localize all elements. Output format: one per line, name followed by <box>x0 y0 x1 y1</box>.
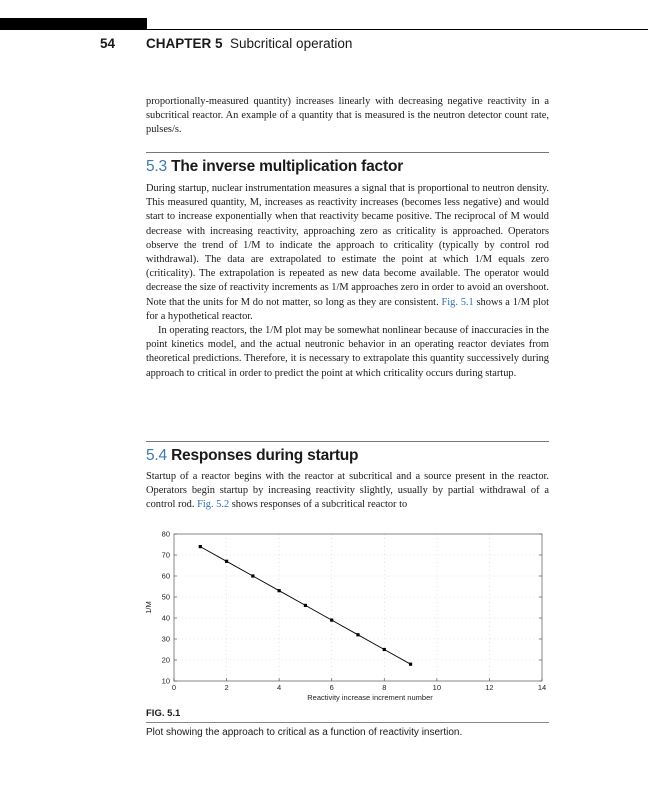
data-point <box>383 648 386 651</box>
y-tick-label: 30 <box>161 634 170 644</box>
chapter-title: Subcritical operation <box>230 36 353 51</box>
x-tick-label: 6 <box>329 683 334 692</box>
x-tick-label: 12 <box>485 683 494 692</box>
plot-frame <box>174 534 542 681</box>
figure-rule <box>146 722 549 723</box>
y-tick-label: 70 <box>161 550 170 560</box>
data-point <box>304 604 307 607</box>
section-5-4-body <box>146 470 549 513</box>
page-number: 54 <box>100 36 116 51</box>
y-tick-label: 10 <box>161 676 170 686</box>
x-tick-label: 14 <box>537 683 547 692</box>
y-tick-label: 60 <box>161 571 170 581</box>
figure-label: FIG. 5.1 <box>146 708 181 719</box>
section-title: The inverse multiplication factor <box>171 158 404 175</box>
intro-paragraph: proportionally-measured quantity) increases linearly with decreasing negative reactivity in a subcritical reactor. An example of a quantity that is measured is the neutron detector count rate, pulses/s. <box>146 96 549 136</box>
top-rule <box>147 29 648 30</box>
figure-link[interactable]: Fig. 5.2 <box>197 499 230 511</box>
section-number: 5.4 <box>146 447 167 464</box>
x-axis-label: Reactivity increase increment number <box>307 693 433 702</box>
section-number: 5.3 <box>146 158 167 175</box>
x-tick-label: 2 <box>224 683 229 692</box>
data-point <box>330 619 333 622</box>
data-point <box>199 545 202 548</box>
y-tick-label: 50 <box>161 592 170 602</box>
section-rule <box>146 152 549 153</box>
chapter-label: CHAPTER 5 <box>146 36 223 51</box>
data-point <box>251 574 254 577</box>
section-rule <box>146 441 549 442</box>
x-tick-label: 0 <box>171 683 177 692</box>
x-tick-label: 10 <box>432 683 442 692</box>
data-point <box>225 560 228 563</box>
y-tick-label: 80 <box>161 529 170 539</box>
x-tick-label: 8 <box>382 683 387 692</box>
section-heading-5-3 <box>146 158 549 178</box>
section-5-3-body <box>146 182 549 381</box>
paragraph: Startup of a reactor begins with the reactor at subcritical and a source present in the reactor. Operators begin startup by increasing reactivity slightly, usually by partial withdrawal of a control rod. Fig. 5.2 shows responses of a subcritical reactor to <box>146 471 549 511</box>
inverse-multiplication-chart <box>138 528 550 708</box>
x-tick-label: 4 <box>277 683 282 692</box>
data-point <box>356 633 359 636</box>
paragraph: During startup, nuclear instrumentation measures a signal that is proportional to neutron density. This measured quantity, M, increases as reactivity increases (becomes less negative) and would start to increase exponentially when that reactivity became positive. The reciprocal of M would decrease with increasing reactivity, approaching zero as criticality is approached. Operators observe the trend of 1/M to indicate the approach to criticality (typically by control rod withdrawal). The data are extrapolated to estimate the point at which 1/M equals zero (criticality). The extrapolation is repeated as new data become available. The operator would decrease the size of reactivity increments as 1/M approaches zero in order to avoid an overshoot. Note that the units for M do not matter, so long as they are consistent. Fig. 5.1 shows a 1/M plot for a hypothetical reactor. <box>146 183 549 322</box>
figure-link[interactable]: Fig. 5.1 <box>441 296 474 308</box>
section-heading-5-4 <box>146 447 549 467</box>
figure-caption: Plot showing the approach to critical as a function of reactivity insertion. <box>146 727 463 738</box>
y-axis-label: 1/M <box>144 601 153 614</box>
y-tick-label: 20 <box>161 655 170 665</box>
data-point <box>278 589 281 592</box>
section-title: Responses during startup <box>171 447 359 464</box>
chapter-heading <box>146 36 352 51</box>
y-tick-label: 40 <box>161 613 170 623</box>
paragraph: In operating reactors, the 1/M plot may be somewhat nonlinear because of inaccuracies in the point kinetics model, and the actual neutronic behavior in an operating reactor deviates from theoretical predictions. Therefore, it is necessary to extrapolate this quantity successively during approach to critical in order to predict the point at which criticality occurs during startup. <box>146 325 549 379</box>
running-head <box>0 36 648 54</box>
data-point <box>409 663 412 666</box>
top-black-bar <box>0 18 147 30</box>
